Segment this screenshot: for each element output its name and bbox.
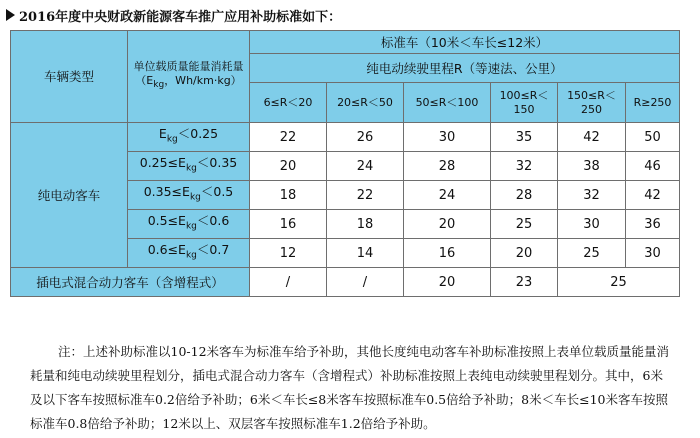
energy-band-pre: 0.35≤E	[143, 184, 190, 200]
value-cell: 38	[558, 152, 626, 181]
energy-band-sub: kg	[185, 163, 197, 174]
value-cell: /	[327, 268, 404, 297]
value-cell: /	[250, 268, 327, 297]
value-cell: 30	[404, 123, 491, 152]
header-range-2: 20≤R＜50	[327, 83, 404, 123]
value-cell: 28	[404, 152, 491, 181]
value-cell: 22	[327, 181, 404, 210]
value-cell: 22	[250, 123, 327, 152]
value-cell: 20	[250, 152, 327, 181]
value-cell: 32	[558, 181, 626, 210]
header-range: 纯电动续驶里程R（等速法、公里）	[250, 54, 680, 83]
value-cell: 36	[626, 210, 680, 239]
value-cell: 25	[491, 210, 558, 239]
value-cell: 46	[626, 152, 680, 181]
value-cell: 25	[558, 268, 680, 297]
value-cell: 18	[327, 210, 404, 239]
header-energy-label: 单位载质量能量消耗量（E	[133, 60, 244, 88]
value-cell: 23	[491, 268, 558, 297]
header-vehicle-type: 车辆类型	[11, 31, 128, 123]
energy-band-post: ＜0.5	[200, 184, 234, 200]
footnote: 注：上述补助标准以10-12米客车为标准车给予补助，其他长度纯电动客车补助标准按照上表单位载质量能量消耗量和纯电动续驶里程划分，插电式混合动力客车（含增程式）补助标准按照上表纯电动续驶里程划分。其中，6米及以下客车按照标准车0.2倍给予补助；6米＜车长≤8米客车按照标准车0.5倍给予补助；8米＜车长≤10米客车按照标准车0.8倍给予补助；12米以上、双层客车按照标准车1.2倍给予补助。	[30, 344, 670, 431]
energy-band-post: ＜0.7	[196, 242, 230, 258]
value-cell: 20	[491, 239, 558, 268]
value-cell: 50	[626, 123, 680, 152]
header-energy-tail: ，Wh/km·kg）	[164, 74, 242, 88]
value-cell: 30	[626, 239, 680, 268]
value-cell: 20	[404, 268, 491, 297]
phev-label: 插电式混合动力客车（含增程式）	[11, 268, 250, 297]
value-cell: 24	[404, 181, 491, 210]
value-cell: 18	[250, 181, 327, 210]
energy-band-sub: kg	[166, 134, 178, 145]
value-cell: 26	[327, 123, 404, 152]
header-energy-sub: kg	[153, 80, 165, 91]
energy-band	[128, 181, 250, 210]
subsidy-table	[10, 30, 680, 297]
header-range-1: 6≤R＜20	[250, 83, 327, 123]
energy-band-sub: kg	[189, 192, 201, 203]
header-range-5: 150≤R＜250	[558, 83, 626, 123]
value-cell: 14	[327, 239, 404, 268]
energy-band	[128, 152, 250, 181]
value-cell: 32	[491, 152, 558, 181]
energy-band	[128, 123, 250, 152]
energy-band	[128, 210, 250, 239]
energy-band-pre: 0.6≤E	[147, 242, 186, 258]
bev-label: 纯电动客车	[11, 123, 128, 268]
header-range-3: 50≤R＜100	[404, 83, 491, 123]
value-cell: 30	[558, 210, 626, 239]
energy-band-sub: kg	[185, 221, 197, 232]
value-cell: 35	[491, 123, 558, 152]
value-cell: 20	[404, 210, 491, 239]
triangle-bullet-icon	[6, 9, 15, 21]
value-cell: 12	[250, 239, 327, 268]
energy-band-pre: 0.5≤E	[147, 213, 186, 229]
section-title	[6, 4, 341, 26]
header-range-4: 100≤R＜150	[491, 83, 558, 123]
section-title-text: 2016年度中央财政新能源客车推广应用补助标准如下：	[19, 9, 342, 25]
energy-band-post: ＜0.35	[196, 155, 238, 171]
value-cell: 42	[558, 123, 626, 152]
value-cell: 25	[558, 239, 626, 268]
value-cell: 42	[626, 181, 680, 210]
value-cell: 24	[327, 152, 404, 181]
header-energy-consumption	[128, 31, 250, 123]
header-range-6: R≥250	[626, 83, 680, 123]
table-row	[11, 123, 680, 152]
table-row-phev	[11, 268, 680, 297]
energy-band-pre: 0.25≤E	[139, 155, 186, 171]
header-standard-car: 标准车（10米＜车长≤12米）	[250, 31, 680, 54]
energy-band	[128, 239, 250, 268]
energy-band-sub: kg	[185, 250, 197, 261]
value-cell: 28	[491, 181, 558, 210]
value-cell: 16	[404, 239, 491, 268]
energy-band-post: ＜0.6	[196, 213, 230, 229]
energy-band-pre: E	[158, 126, 167, 142]
energy-band-post: ＜0.25	[177, 126, 219, 142]
value-cell: 16	[250, 210, 327, 239]
